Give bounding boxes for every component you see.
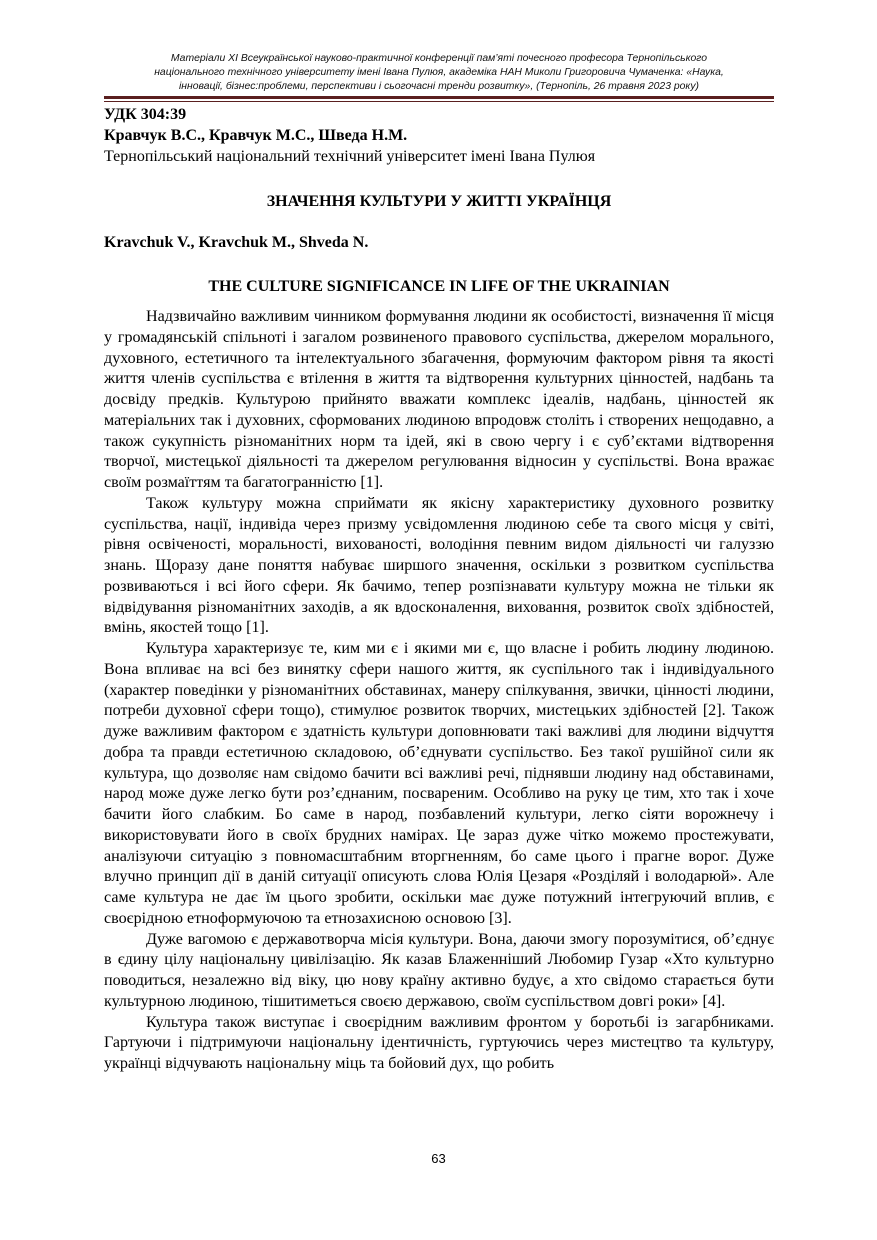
running-header-line-3: інновації, бізнес:проблеми, перспективи і сьогочасні тренди розвитку», (Тернопіль, 26 травня 2023 року) [179,80,699,92]
running-header-line-1: Матеріали XI Всеукраїнської науково-практичної конференції пам’яті почесного професора Тернопільського [170,53,708,64]
udc-code: УДК 304:39 [104,106,187,123]
affiliation: Тернопільський національний технічний університет імені Івана Пулюя [104,148,596,165]
page-number: 63 [431,1151,446,1166]
title-ukrainian: ЗНАЧЕННЯ КУЛЬТУРИ У ЖИТТІ УКРАЇНЦЯ [266,193,612,210]
running-header [104,52,774,93]
header-rule-thin [104,101,774,102]
title-english: THE CULTURE SIGNIFICANCE IN LIFE OF THE UKRAINIAN [208,278,670,295]
authors-ukrainian: Кравчук В.С., Кравчук М.С., Шведа Н.М. [104,127,408,144]
article-body [104,307,774,1075]
front-matter [104,104,774,297]
running-header-line-2: національного технічного університету імені Івана Пулюя, академіка НАН Миколи Григоровича Чумаченка: «Наука, [154,66,724,78]
authors-english: Kravchuk V., Kravchuk M., Shveda N. [104,234,369,251]
paragraph: Культура характеризує те, ким ми є і якими ми є, що власне і робить людину людиною. Вона впливає на всі без винятку сфери нашого життя, як суспільного так і індивідуального (характер поведінки у різноманітних обставинах, манеру спілкування, звички, цінності людини, потреби духовної сфери тощо), стимулює розвиток творчих, мистецьких здібностей [2]. Також дуже важливим фактором є здатність культури доповнювати такі важливі для людини відчуття добра та правди естетичною складовою, об’єднувати суспільство. Без такої рушійної сили як культура, що дозволяє нам свідомо бачити всі важливі речі, піднявши людину над обставинами, народ може дуже легко бути роз’єднаним, посвареним. Особливо на руку це тим, хто так і хоче бачити його слабким. Бо саме в народ, позбавлений культури, легко сіяти ворожнечу і використовувати його в своїх брудних намірах. Це зараз дуже чітко можемо простежувати, аналізуючи ситуацію з повномасштабним вторгненням, бо саме цього і прагне ворог. Дуже влучно принцип дії в даній ситуації описують слова Юлія Цезаря «Розділяй і володарюй». Але саме культура не дає їм цього зробити, оскільки має дуже потужний інтегруючий вплив, є своєрідною етноформуючою та етнозахисною основою [3]. [104,640,774,927]
paragraph: Культура також виступає і своєрідним важливим фронтом у боротьбі із загарбниками. Гартуючи і підтримуючи національну ідентичність, гуртуючись через мистецтво та культуру, українці відчувають національну міць та бойовий дух, що робить [104,1013,774,1072]
header-rule-thick [104,96,774,99]
paragraph: Дуже вагомою є державотворча місія культури. Вона, даючи змогу порозумітися, об’єднує в єдину цілу національну цивілізацію. Як казав Блаженніший Любомир Гузар «Хто культурно поводиться, незалежно від віку, цю нову країну активно будує, а хто свідомо старається бути культурною людиною, тішитиметься своєю державою, своїм суспільством довгі роки» [4]. [104,930,774,1010]
paragraph: Також культуру можна сприймати як якісну характеристику духовного розвитку суспільства, нації, індивіда через призму усвідомлення людиною себе та свого місця у світі, рівня освіченості, моральності, вихованості, володіння певним видом діяльності чи галуззю знань. Щоразу дане поняття набуває ширшого значення, оскільки з розвитком суспільства розвиваються і всі його сфери. Як бачимо, тепер розпізнавати культуру можна не тільки як відвідування різноманітних заходів, а як вдосконалення, виховання, розвиток своїх здібностей, вмінь, якостей тощо [1]. [104,494,774,637]
paragraph: Надзвичайно важливим чинником формування людини як особистості, визначення її місця у громадянській спільноті і загалом розвиненого правового суспільства, джерелом морального, духовного, естетичного та інтелектуального збагачення, формуючим фактором рівня та якості життя членів суспільства є втілення в життя та відтворення культурних цінностей, надбань та досвіду предків. Культурою прийнято вважати комплекс ідеалів, надбань, цінностей як матеріальних так і духовних, сформованих людиною впродовж століть і створених нещодавно, а також сукупність різноманітних норм та ідей, які в свою чергу і є суб’єктами відтворення творчої, мистецької діяльності та джерелом регулювання відносин у суспільстві. Вона вражає своїм розмаїттям та багатогранністю [1]. [104,308,774,491]
